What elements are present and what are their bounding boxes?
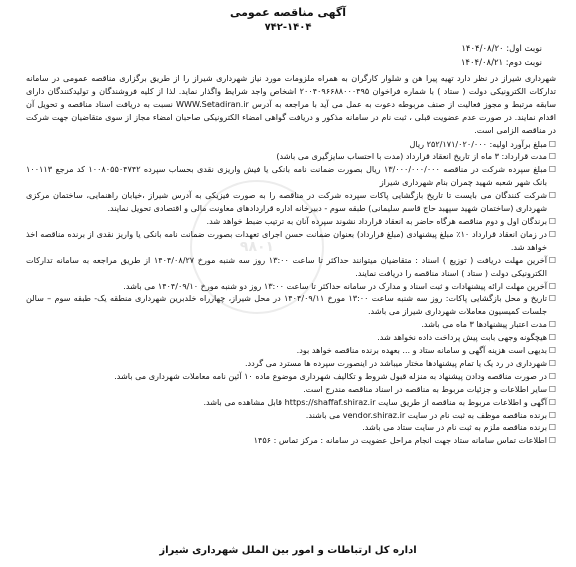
first-publication-date: نوبت اول: ۱۴۰۴/۰۸/۲۰ (461, 44, 542, 54)
notice-title: آگهی مناقصه عمومی (229, 6, 347, 19)
condition-item: □ آخرین مهلت ارائه پیشنهادات و ثبت اسناد و مدارک در سامانه حداکثر تا ساعت ۱۳:۰۰ روز دو شنبه مورخ ۱۴۰۴/۰۹/۱۰ می باشد. (26, 280, 556, 293)
notice-intro: شهرداری شیراز در نظر دارد تهیه پیرا هن و شلوار کارگران به همراه ملزومات مورد نیاز شهرداری شیراز را از طریق برگزاری مناقصه عمومی در سامانه تدارکات الکترونیکی دولت ( ستاد ) با شماره فراخوان ۲۰۰۴۰۹۶۶۸۸۰۰۰۴۹۵ اشخاص واجد شرایط واگذار نماید. لذا از کلیه فروشندگان و تولیدکنندگان دارای سابقه مرتبط و مجوز فعالیت از صنف مربوطه دعوت به عمل می آید با مراجعه به آدرس WWW.Setadiran.ir نسبت به دریافت اسناد مناقصه و تحویل آن اقدام نمایند. در صورت عدم عضویت قبلی ، ثبت نام در سامانه مذکور و دریافت گواهی امضاء الکترونیکی صاحبان امضاء مجاز از سوی متقاضیان جهت شرکت در مناقصه الزامی است. (26, 73, 556, 135)
condition-item: □ سایر اطلاعات و جزئیات مربوط به مناقصه در اسناد مناقصه مندرج است. (26, 383, 556, 396)
watermark-stamp: ۹۸۰۱ (190, 180, 324, 314)
notice-number: ۷۴۲-۱۴۰۴ (264, 22, 312, 33)
condition-item: □ در صورت مناقصه ودادن پیشنهاد به منزله قبول شروط و تکالیف شهرداری موضوع ماده ۱۰ آئین نامه معاملات شهرداری می باشد. (26, 370, 556, 383)
condition-item: □ بدیهی است هزینه آگهی و سامانه ستاد و ... بعهده برنده مناقصه خواهد بود. (26, 344, 556, 357)
second-publication-date: نوبت دوم: ۱۴۰۴/۰۸/۲۱ (460, 58, 542, 68)
condition-item: □ شرکت کنندگان می بایست تا تاریخ بازگشایی پاکات سپرده شرکت در مناقصه را به صورت فیزیکی به آدرس شیراز ،خیابان راهنمایی، ساختمان مرکزی شهرداری (ساختمان شهید سپهبد حاج قاسم سلیمانی) طبقه سوم - دبیرخانه اداره قراردادهای معاونت مالی و اقتصادی تحویل نمایند. (26, 189, 556, 215)
condition-item: □ تاریخ و محل بازگشایی پاکات: روز سه شنبه ساعت ۱۳:۰۰ مورخ ۱۴۰۴/۰۹/۱۱ در محل شیراز، چهارراه خلدبرین شهرداری منطقه یک- طبقه سوم – سالن جلسات کمیسیون معاملات شهرداری شیراز می باشد. (26, 292, 556, 318)
condition-item: □ آخرین مهلت دریافت ( توزیع ) اسناد : متقاضیان میتوانند حداکثر تا ساعت ۱۳:۰۰ روز سه شنبه مورخ ۱۴۰۴/۰۸/۲۷ از طریق مراجعه به سامانه تدارکات الکترونیکی دولت ( ستاد ) اسناد مناقصه را دریافت نمایند. (26, 254, 556, 280)
condition-item: □ آگهی و اطلاعات مربوط به مناقصه از طریق سایت https://shaffaf.shiraz.ir قابل مشاهده می باشد. (26, 396, 556, 409)
condition-item: □ برندگان اول و دوم مناقصه هرگاه حاضر به انعقاد قرارداد نشوند سپرده آنان به ترتیب ضبط خواهد شد. (26, 215, 556, 228)
condition-item: □ اطلاعات تماس سامانه ستاد جهت انجام مراحل عضویت در سامانه : مرکز تماس : ۱۴۵۶ (26, 434, 556, 447)
notice-body (26, 72, 556, 447)
condition-item: □ در زمان انعقاد قرارداد ۱۰٪ مبلغ پیشنهادی (مبلغ قرارداد) بعنوان ضمانت حسن اجرای تعهدات بصورت ضمانت نامه بانکی یا واریز نقدی از برنده مناقصه اخذ خواهد شد. (26, 228, 556, 254)
condition-item: □ شهرداری در رد یک یا تمام پیشنهادها مختار میباشد در اینصورت سپرده ها مسترد می گردد. (26, 357, 556, 370)
condition-item: □ برنده مناقصه موظف به ثبت نام در سایت vendor.shiraz.ir می باشند. (26, 409, 556, 422)
condition-item: □ برنده مناقصه ملزم به ثبت نام در سایت ستاد می باشد. (26, 421, 556, 434)
condition-item: □ مدت اعتبار پیشنهادها ۳ ماه می باشد. (26, 318, 556, 331)
condition-item: □ هیچگونه وجهی بابت پیش پرداخت داده نخواهد شد. (26, 331, 556, 344)
conditions-list (26, 138, 556, 448)
condition-item: □ مبلغ سپرده شرکت در مناقصه ۱۳/۰۰۰/۰۰۰/۰۰۰ ریال بصورت ضمانت نامه بانکی یا فیش واریزی نقدی بحساب سپرده ۱۰۰۸۰۵۵۰۴۷۴۲ کد مرجع ۱۰۰۱۱۳ بانک شهر شعبه شهید چمران بنام شهرداری شیراز (26, 163, 556, 189)
issuer-signature: اداره کل ارتباطات و امور بین الملل شهرداری شیراز (159, 545, 417, 556)
condition-item: □ مبلغ برآورد اولیه: ۲۵۲/۱۷۱/۰۲۰/۰۰۰ ریال (26, 138, 556, 151)
condition-item: □ مدت قرارداد: ۳ ماه از تاریخ انعقاد قرارداد (مدت با احتساب سایزگیری می باشد) (26, 150, 556, 163)
